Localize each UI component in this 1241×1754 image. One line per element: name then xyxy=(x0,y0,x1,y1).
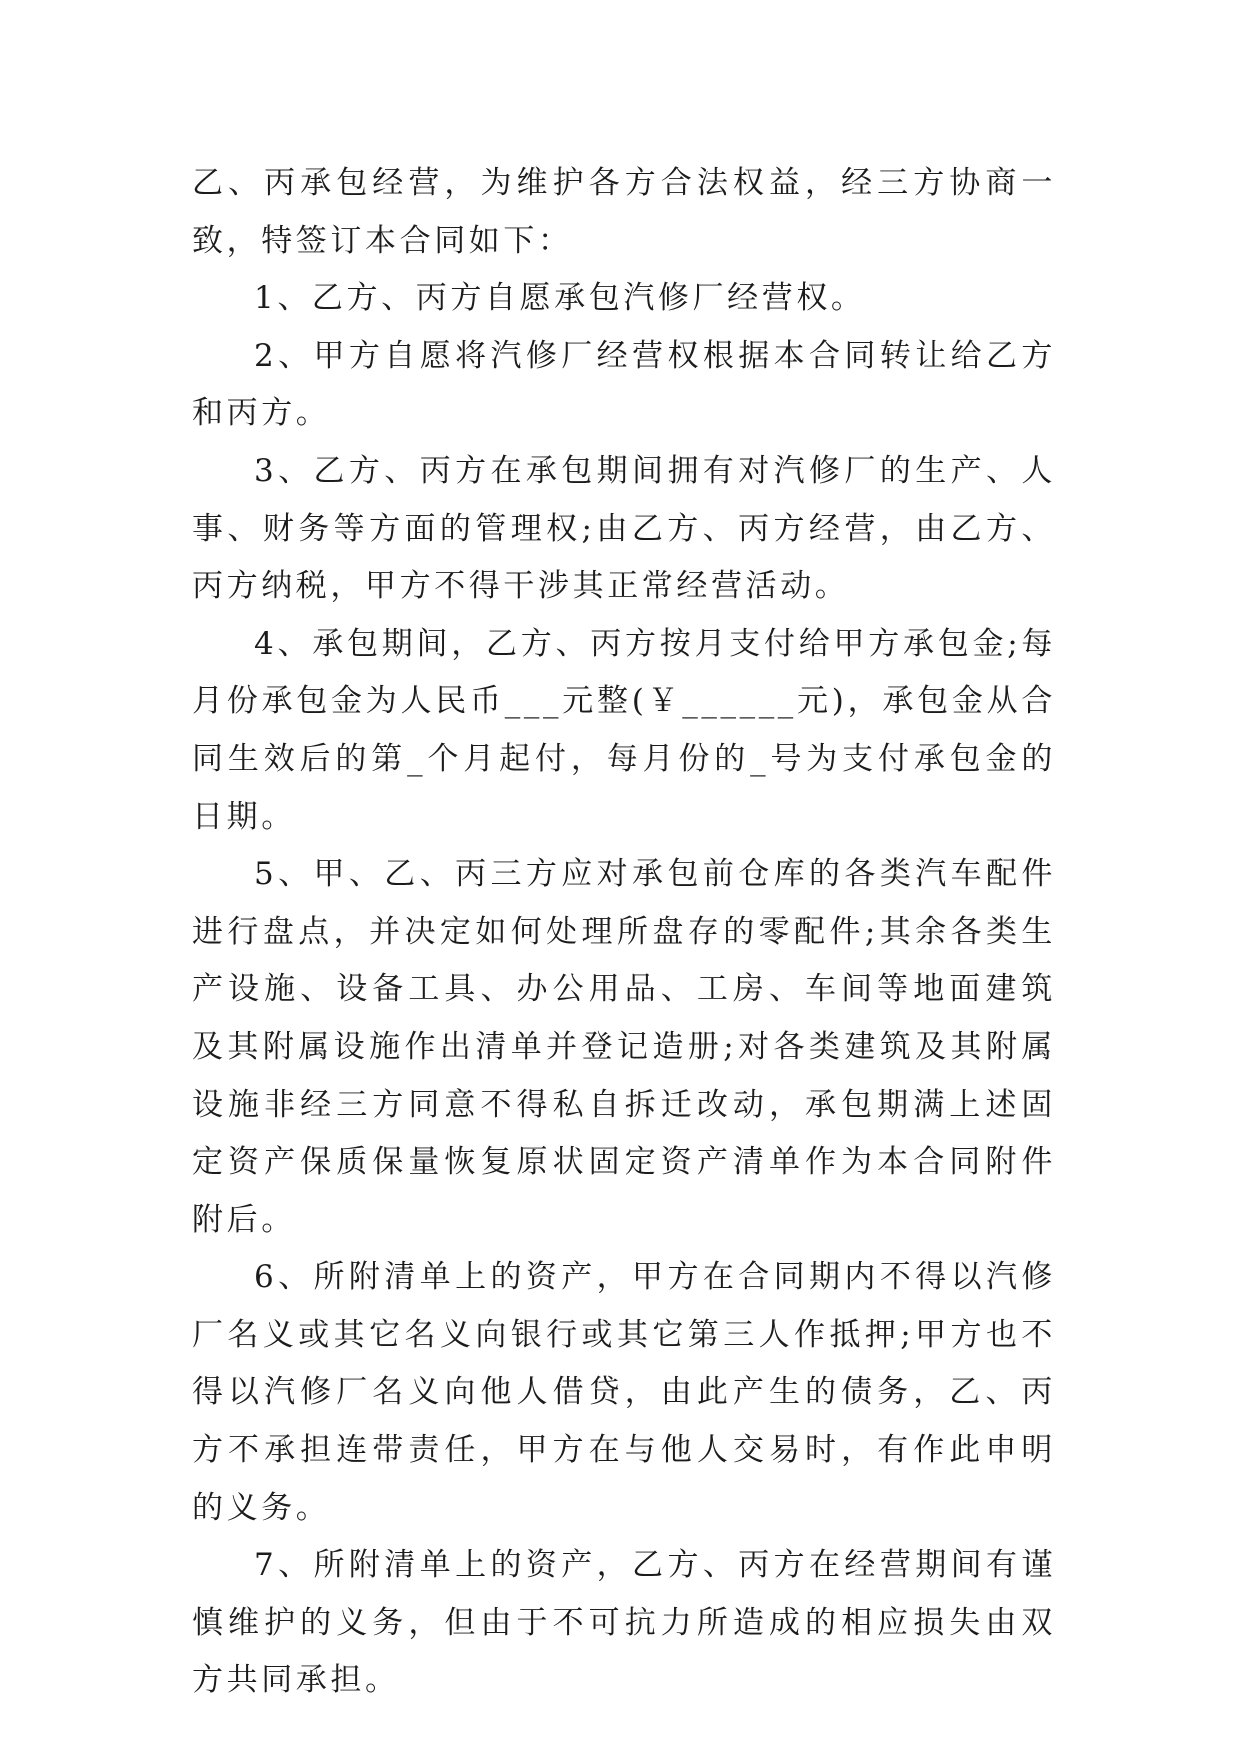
paragraph-clause-5: 5、甲、乙、丙三方应对承包前仓库的各类汽车配件进行盘点，并决定如何处理所盘存的零配件;其余各类生产设施、设备工具、办公用品、工房、车间等地面建筑及其附属设施作出清单并登记造册;对各类建筑及其附属设施非经三方同意不得私自拆迁改动，承包期满上述固定资产保质保量恢复原状固定资产清单作为本合同附件附后。 xyxy=(192,856,1056,1238)
paragraph-clause-6: 6、所附清单上的资产，甲方在合同期内不得以汽修厂名义或其它名义向银行或其它第三人作抵押;甲方也不得以汽修厂名义向他人借贷，由此产生的债务，乙、丙方不承担连带责任，甲方在与他人交易时，有作此申明的义务。 xyxy=(192,1259,1056,1526)
paragraph-clause-1: 1、乙方、丙方自愿承包汽修厂经营权。 xyxy=(254,280,866,317)
paragraph-clause-7: 7、所附清单上的资产，乙方、丙方在经营期间有谨慎维护的义务，但由于不可抗力所造成的相应损失由双方共同承担。 xyxy=(192,1547,1056,1699)
paragraph-clause-3: 3、乙方、丙方在承包期间拥有对汽修厂的生产、人事、财务等方面的管理权;由乙方、丙方经营，由乙方、丙方纳税，甲方不得干涉其正常经营活动。 xyxy=(192,452,1056,605)
paragraph-clause-4: 4、承包期间，乙方、丙方按月支付给甲方承包金;每月份承包金为人民币___元整(￥______元)，承包金从合同生效后的第_个月起付，每月份的_号为支付承包金的日期。 xyxy=(192,625,1056,835)
document-page xyxy=(192,155,1056,1710)
paragraph-clause-2: 2、甲方自愿将汽修厂经营权根据本合同转让给乙方和丙方。 xyxy=(192,337,1056,432)
paragraph-intro: 乙、丙承包经营，为维护各方合法权益，经三方协商一致，特签订本合同如下： xyxy=(192,165,1056,259)
